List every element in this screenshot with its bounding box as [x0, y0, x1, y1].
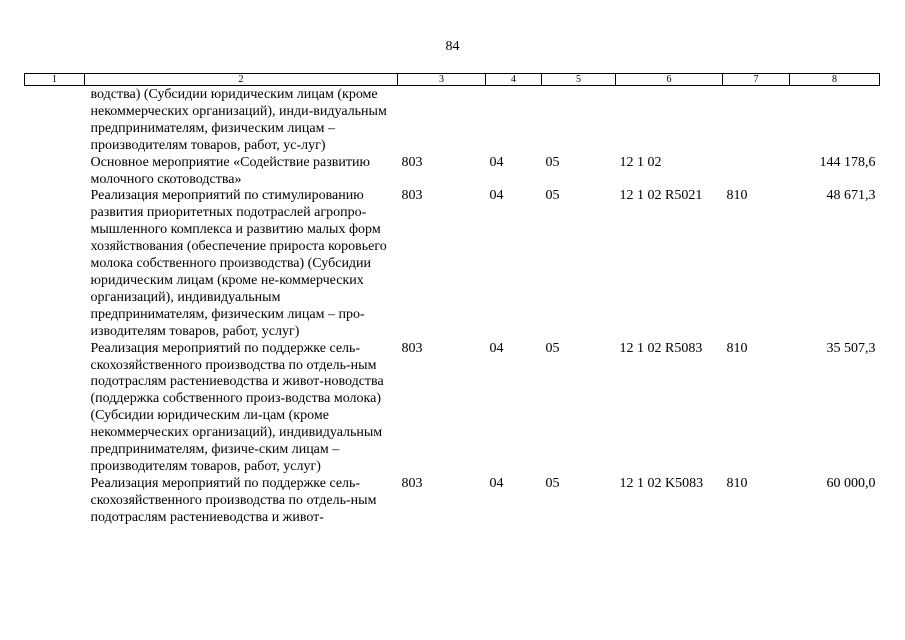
header-cell-6: 6 [616, 74, 723, 86]
table-row-continuation [25, 86, 880, 155]
row-description: водства) (Субсидии юридическим лицам (кроме некоммерческих организаций), инди-видуальным предпринимателям, физическим лицам – производителям товаров, работ, ус-луг) [90, 87, 387, 153]
table-row [25, 188, 880, 340]
row-description: Реализация мероприятий по стимулированию развития приоритетных подотраслей агропро-мышленного комплекса и развитию малых форм хозяйствования (обеспечение прироста коровьего молока собственного производства) (Субсидии юридическим лицам (кроме не-коммерческих организаций), индивидуальным предпринимателям, физическим лицам – про-изводителям товаров, работ, услуг) [90, 188, 387, 339]
row-amount: 48 671,3 [826, 188, 876, 204]
row-code-7 [723, 155, 790, 189]
table-row [25, 341, 880, 476]
row-code-7: 810 [726, 188, 748, 204]
row-code-6: 12 1 02 [619, 154, 662, 170]
row-code-3: 803 [401, 340, 423, 356]
row-amount: 144 178,6 [819, 154, 876, 170]
header-cell-8: 8 [790, 74, 880, 86]
row-description: Основное мероприятие «Содействие развитию молочного скотоводства» [90, 154, 370, 187]
row-code-6: 12 1 02 K5083 [619, 475, 704, 491]
header-cell-1: 1 [25, 74, 85, 86]
row-code-6: 12 1 02 R5021 [619, 188, 703, 204]
row-description: Реализация мероприятий по поддержке сель-скохозяйственного производства по отдель-ным подотраслям растениеводства и живот-новодства (поддержка собственного произ-водства молока) (Субсидии юридическим ли-цам (кроме некоммерческих организаций), индивидуальным предпринимателям, физиче-ским лицам – производителям товаров, работ, услуг) [90, 340, 384, 474]
row-code-4: 04 [489, 340, 504, 356]
row-code-5: 05 [545, 154, 560, 170]
row-code-3: 803 [401, 154, 423, 170]
header-cell-3: 3 [398, 74, 486, 86]
row-code-3: 803 [401, 188, 423, 204]
header-row [25, 74, 880, 86]
header-cell-5: 5 [542, 74, 616, 86]
row-amount: 35 507,3 [826, 340, 876, 356]
page-number: 84 [445, 39, 460, 54]
row-code-5: 05 [545, 475, 560, 491]
row-code-7: 810 [726, 475, 748, 491]
row-amount: 60 000,0 [826, 475, 876, 491]
row-code-3: 803 [401, 475, 423, 491]
table-row [25, 155, 880, 189]
table-row [25, 476, 880, 527]
row-code-4: 04 [489, 188, 504, 204]
budget-table [24, 73, 880, 527]
row-code-6: 12 1 02 R5083 [619, 340, 703, 356]
header-cell-4: 4 [486, 74, 542, 86]
row-code-5: 05 [545, 340, 560, 356]
row-code-4: 04 [489, 475, 504, 491]
row-description: Реализация мероприятий по поддержке сель-скохозяйственного производства по отдель-ным подотраслям растениеводства и живот- [90, 475, 377, 525]
header-cell-2: 2 [85, 74, 398, 86]
row-code-5: 05 [545, 188, 560, 204]
header-cell-7: 7 [723, 74, 790, 86]
row-code-7: 810 [726, 340, 748, 356]
row-code-4: 04 [489, 154, 504, 170]
